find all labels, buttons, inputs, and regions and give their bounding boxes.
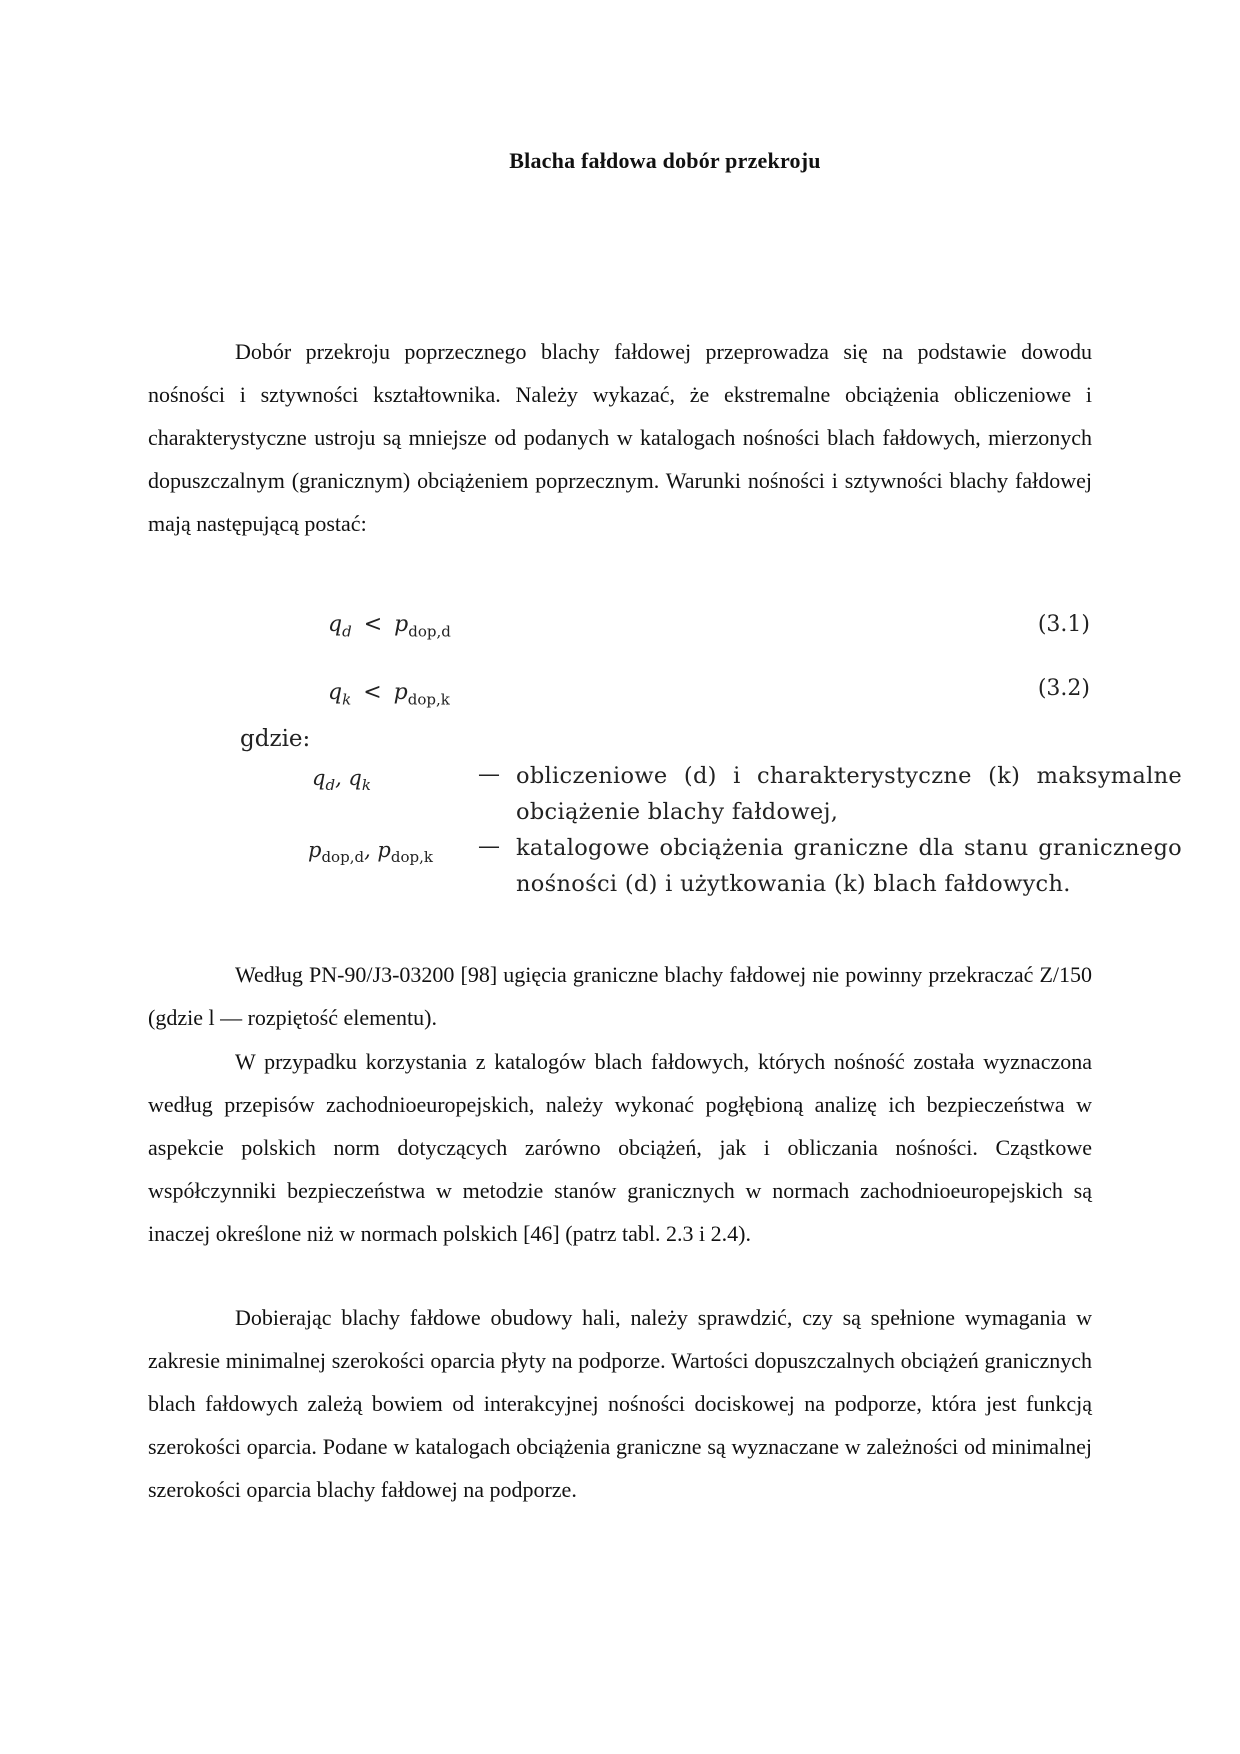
eq1-rhs-sub: dop,d [408,622,451,641]
paragraph-support-width-text: Dobierając blachy fałdowe obudowy hali, należy sprawdzić, czy są spełnione wymagania w zakresie minimalnej szerokości oparcia płyty na podporze. Wartości dopuszczalnych obciążeń granicznych blach fałdowych zależą bowiem od interakcyjnej nośności dociskowej na podporze, która jest funkcją szerokości oparcia. Podane w katalogach obciążenia graniczne są wyznaczane w zależności od minimalnej szerokości oparcia blachy fałdowej na podporze. [148,1305,1092,1502]
paragraph-support-width [148,1296,1092,1511]
equation-number-3-1: (3.1) [1037,612,1090,637]
def2-sub-b: dop,k [390,848,433,867]
definition-symbols-q: $q_d$, $q_k$ [312,766,371,795]
eq1-lhs-symbol: q [328,612,343,637]
definition-text-1: obliczeniowe (d) i charakterystyczne (k) maksymalne obciążenie blachy fałdowej, [516,763,1182,825]
paragraph-catalogs-text: W przypadku korzystania z katalogów blach fałdowych, których nośność została wyznaczona według przepisów zachodnioeuropejskich, należy wykonać pogłębioną analizę ich bezpieczeństwa w aspekcie polskich norm dotyczących zarówno obciążeń, jak i obliczania nośności. Cząstkowe współczynniki bezpieczeństwa w metodzie stanów granicznych w normach zachodnioeuropejskich są inaczej określone niż w normach polskich [46] (patrz tabl. 2.3 i 2.4). [148,1049,1092,1246]
paragraph-deflection-limit-text: Według PN-90/J3-03200 [98] ugięcia graniczne blachy fałdowej nie powinny przekraczać Z/150 (gdzie l — rozpiętość elementu). [148,962,1092,1030]
definition-dash-2: — [478,834,500,859]
def1-sym-b: q [348,766,362,790]
def1-sym-a: q [312,766,326,790]
paragraph-deflection-limit [148,953,1092,1039]
eq1-rhs-symbol: p [394,612,409,637]
definition-text-2: katalogowe obciążenia graniczne dla stanu granicznego nośności (d) i użytkowania (k) blach fałdowych. [516,835,1182,897]
paragraph-catalogs [148,1040,1092,1255]
equation-number-3-2: (3.2) [1037,676,1090,701]
def2-sym-a: p [308,838,322,862]
def2-sym-b: p [377,838,391,862]
def2-sub-a: dop,d [321,848,365,867]
eq2-rhs-sub: dop,k [407,690,450,709]
where-label: gdzie: [240,726,311,752]
page-title: Blacha fałdowa dobór przekroju [509,148,821,173]
def1-sub-b: k [361,776,371,795]
eq2-operator: < [363,680,382,705]
definition-dash-1: — [478,762,500,787]
paragraph-intro [148,330,1092,545]
eq2-lhs-sub: k [342,690,352,709]
eq1-lhs-sub: d [342,622,352,641]
paragraph-intro-text: Dobór przekroju poprzecznego blachy fałdowej przeprowadza się na podstawie dowodu nośności i sztywności kształtownika. Należy wykazać, że ekstremalne obciążenia obliczeniowe i charakterystyczne ustroju są mniejsze od podanych w katalogach nośności blach fałdowych, mierzonych dopuszczalnym (granicznym) obciążeniem poprzecznym. Warunki nośności i sztywności blachy fałdowej mają następującą postać: [148,339,1092,536]
def1-sub-a: d [325,776,336,795]
equation-3-2 [328,680,450,708]
equation-3-1 [328,612,451,640]
eq1-operator: < [363,612,383,637]
eq2-lhs-symbol: q [328,680,343,705]
definition-symbols-p: $p_{dop,d}$, $p_{dop,k}$ [308,838,433,867]
eq2-rhs-symbol: p [393,680,408,705]
